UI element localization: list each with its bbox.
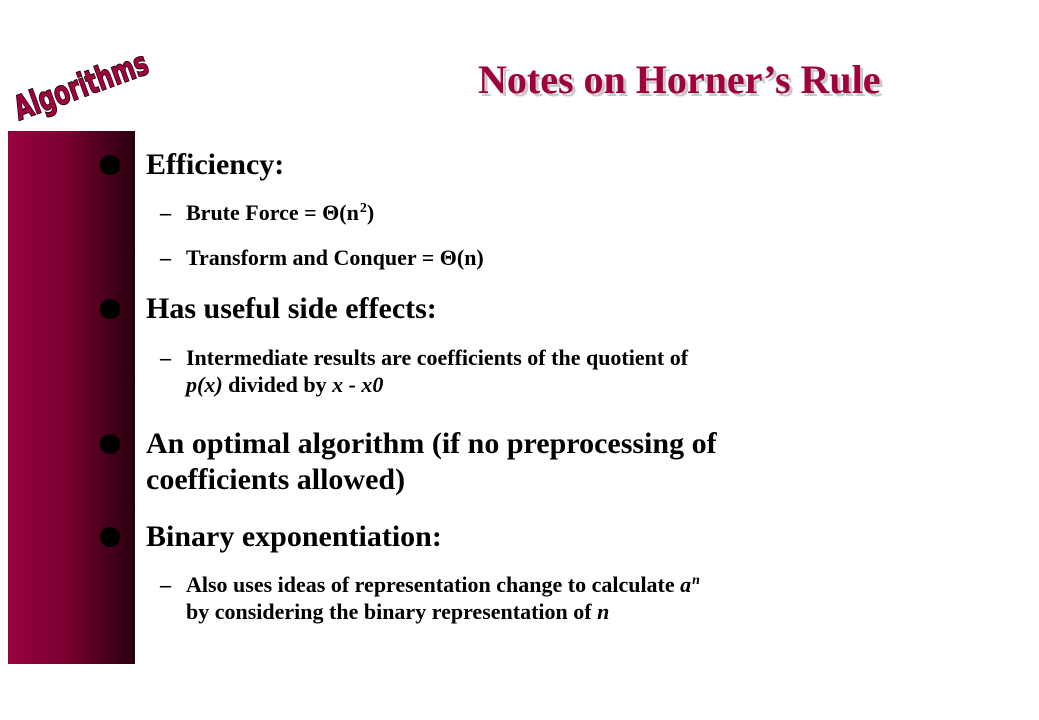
logo-text: Algorithms	[8, 21, 214, 128]
bullet-text: Has useful side effects:	[146, 292, 437, 325]
bullet-dot-icon	[100, 527, 120, 547]
bullet-text: Binary exponentiation:	[146, 520, 442, 553]
slide-title: Notes on Horner’s Rule	[478, 57, 881, 102]
dash-icon: –	[160, 572, 171, 597]
bullet-dot-icon	[100, 155, 120, 175]
sub-bullet-text: Brute Force = $\Theta(n^2)$	[186, 200, 375, 225]
bullet-text: An optimal algorithm (if no preprocessing of coefficients allowed)	[146, 427, 717, 496]
sub-bullet-text: Intermediate results are coefficients of the quotient of p(x) divided by x - x0	[186, 345, 689, 397]
bullet-dot-icon	[100, 299, 120, 319]
dash-icon: –	[160, 200, 171, 225]
dash-icon: –	[160, 245, 171, 270]
algorithms-logo	[2, 18, 214, 136]
sub-bullet-text: Also uses ideas of representation change to calculate $a^n$ by considering the binary representation of n	[186, 572, 700, 624]
bullet-dot-icon	[100, 434, 120, 454]
bullet-text: Efficiency:	[146, 148, 285, 181]
dash-icon: –	[160, 345, 171, 370]
sidebar-gradient-bar	[8, 131, 135, 664]
sub-bullet-text: Transform and Conquer = Θ(n)	[186, 245, 484, 270]
